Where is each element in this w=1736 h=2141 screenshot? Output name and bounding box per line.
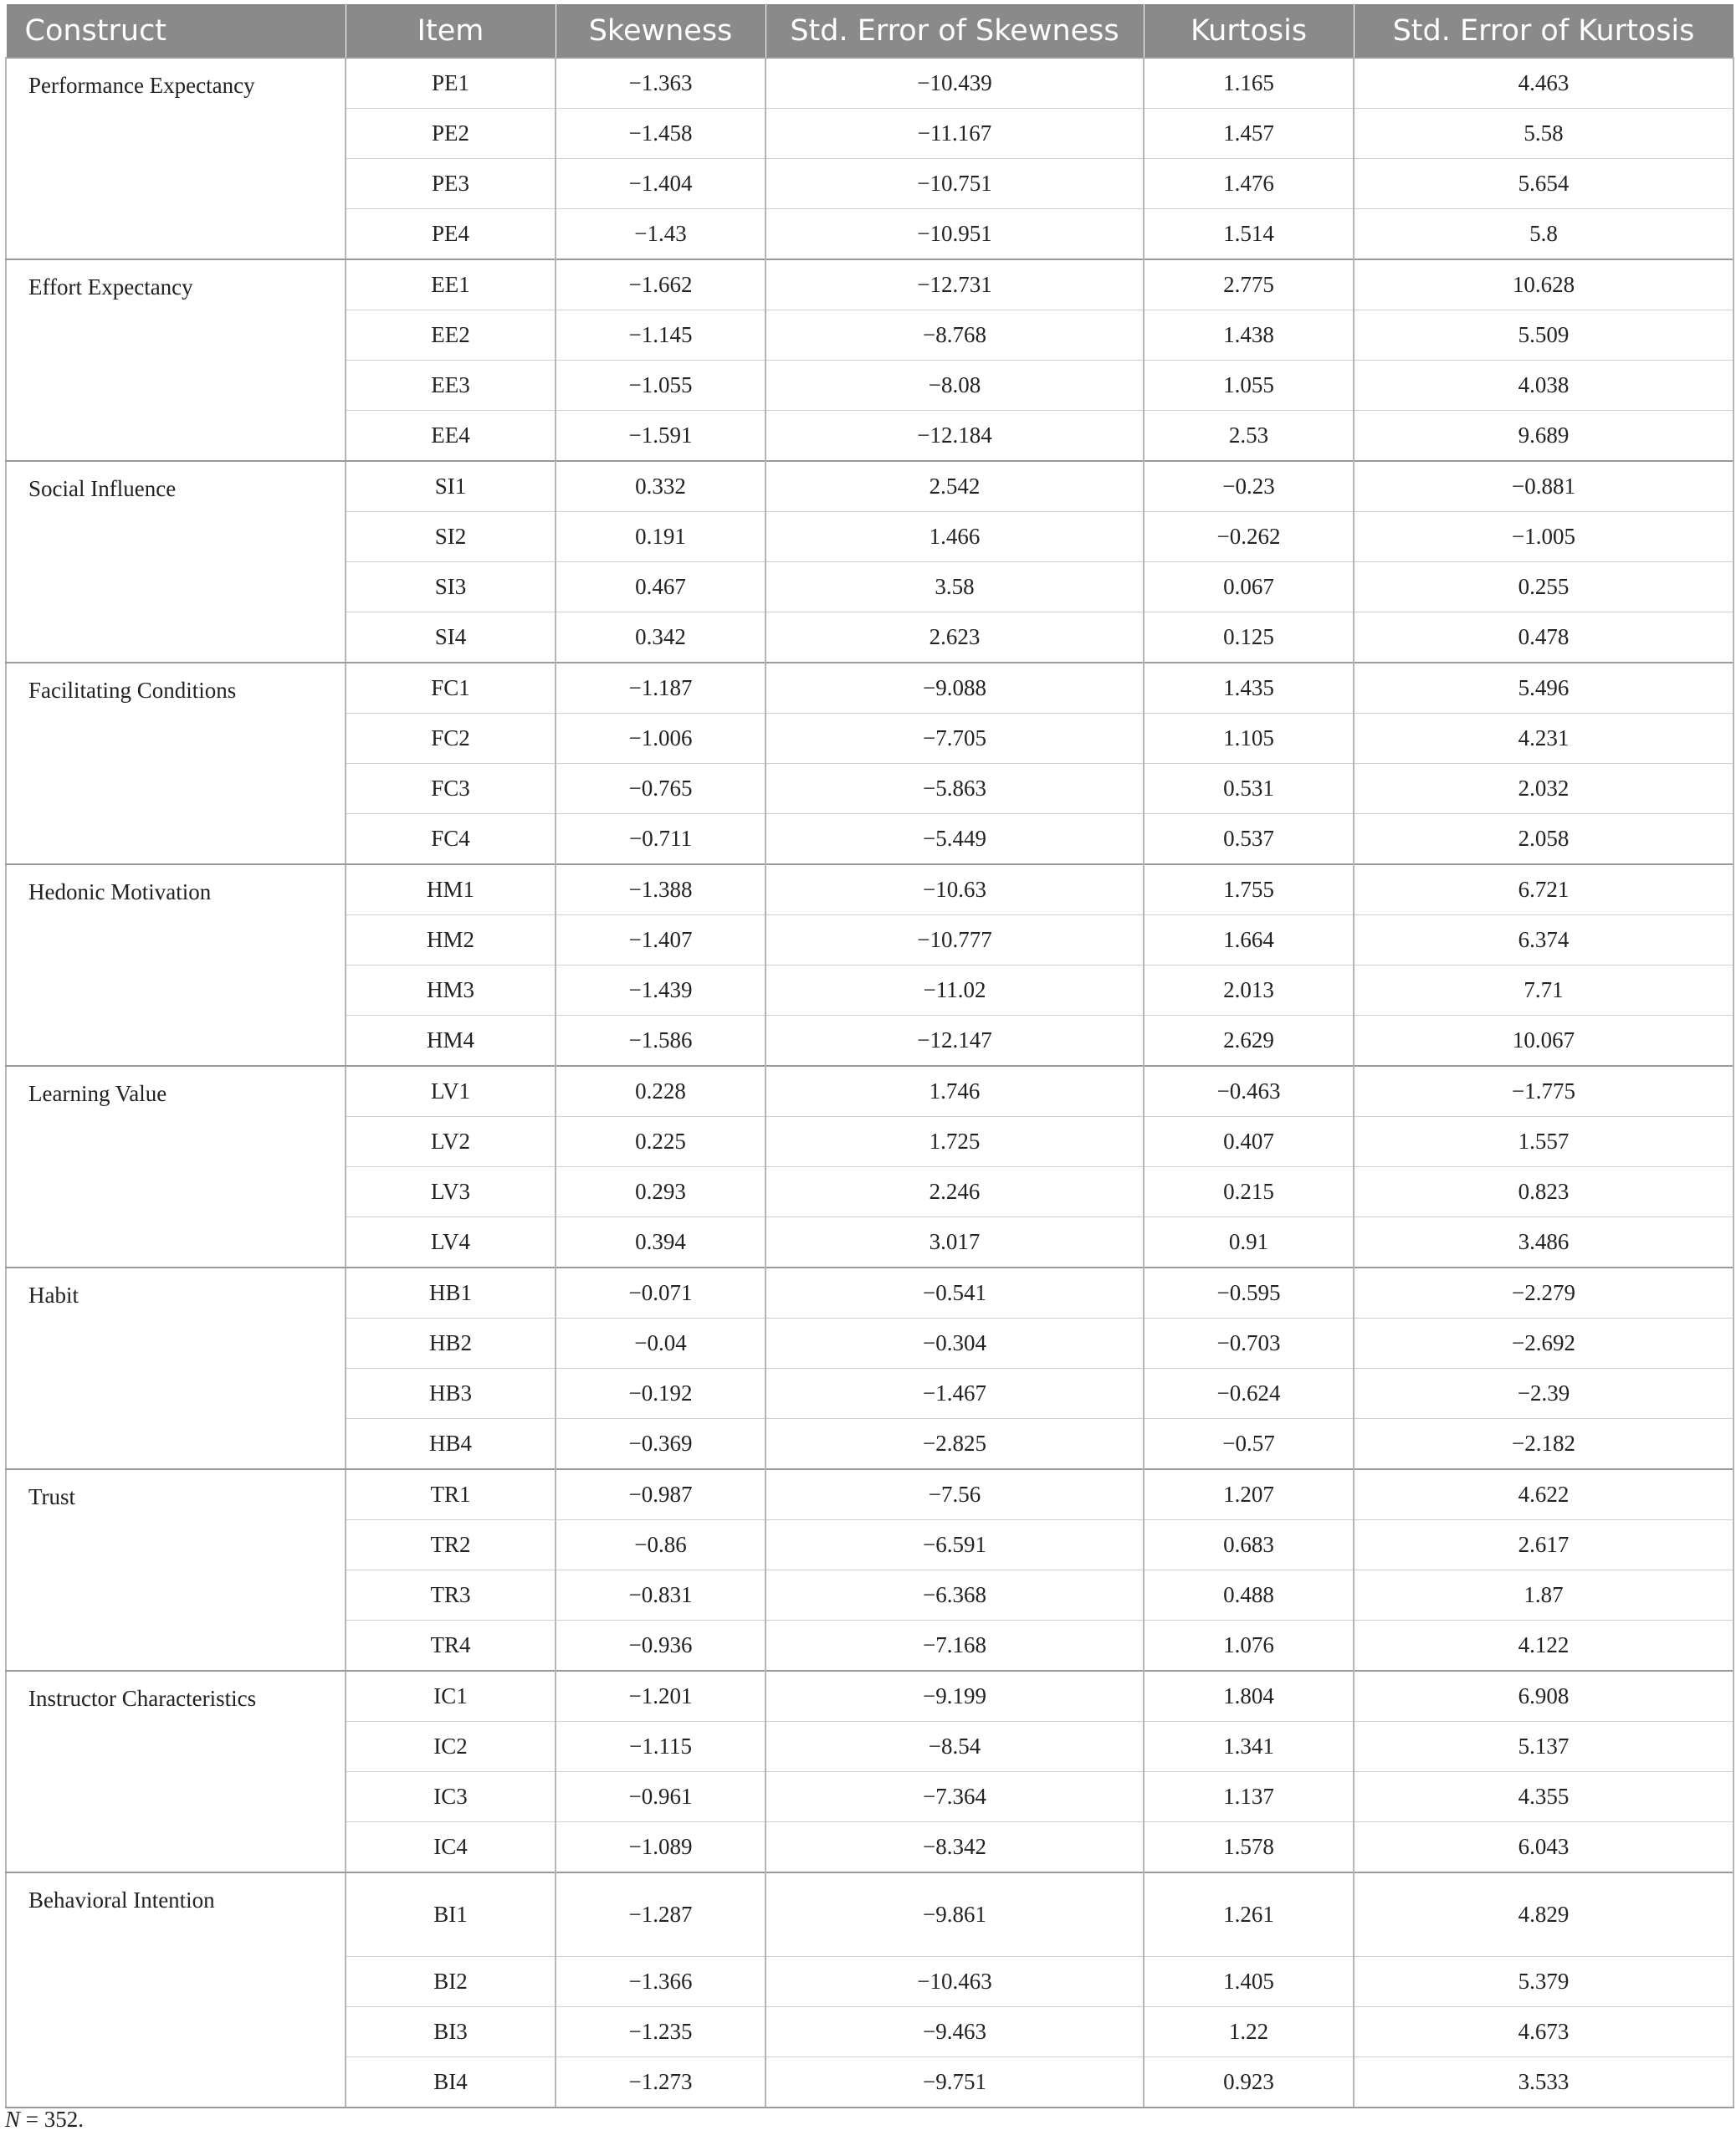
skewness-cell: −1.458 — [556, 109, 766, 159]
se-kurtosis-cell: 5.137 — [1354, 1722, 1733, 1772]
kurtosis-cell: −0.595 — [1144, 1268, 1354, 1319]
se-skewness-cell: −8.54 — [766, 1722, 1144, 1772]
se-kurtosis-cell: 5.379 — [1354, 1957, 1733, 2007]
skewness-cell: −1.145 — [556, 310, 766, 361]
header-construct: Construct — [6, 4, 346, 59]
se-kurtosis-cell: 6.908 — [1354, 1671, 1733, 1722]
item-cell: IC1 — [346, 1671, 556, 1722]
table-row — [6, 1066, 1733, 1117]
se-skewness-cell: −7.364 — [766, 1772, 1144, 1822]
item-cell: FC2 — [346, 714, 556, 764]
table-row — [6, 1671, 1733, 1722]
skewness-cell: −1.089 — [556, 1822, 766, 1873]
kurtosis-cell: 1.341 — [1144, 1722, 1354, 1772]
table-header — [6, 4, 1733, 59]
se-skewness-cell: −9.199 — [766, 1671, 1144, 1722]
construct-cell: Social Influence — [6, 461, 346, 663]
kurtosis-cell: 1.076 — [1144, 1621, 1354, 1672]
item-cell: IC4 — [346, 1822, 556, 1873]
item-cell: TR3 — [346, 1570, 556, 1621]
item-cell: BI3 — [346, 2007, 556, 2057]
skewness-cell: −0.765 — [556, 764, 766, 814]
skewness-cell: −0.936 — [556, 1621, 766, 1672]
skewness-cell: −1.235 — [556, 2007, 766, 2057]
se-kurtosis-cell: 5.8 — [1354, 209, 1733, 260]
skewness-cell: 0.342 — [556, 612, 766, 663]
construct-cell: Performance Expectancy — [6, 58, 346, 259]
kurtosis-cell: 1.435 — [1144, 663, 1354, 714]
se-kurtosis-cell: 3.533 — [1354, 2057, 1733, 2108]
kurtosis-cell: −0.703 — [1144, 1319, 1354, 1369]
se-kurtosis-cell: 5.496 — [1354, 663, 1733, 714]
se-kurtosis-cell: −1.005 — [1354, 512, 1733, 562]
item-cell: HM2 — [346, 915, 556, 965]
se-kurtosis-cell: −2.182 — [1354, 1419, 1733, 1470]
skewness-cell: −1.366 — [556, 1957, 766, 2007]
construct-cell: Facilitating Conditions — [6, 663, 346, 864]
kurtosis-cell: −0.57 — [1144, 1419, 1354, 1470]
se-kurtosis-cell: 4.231 — [1354, 714, 1733, 764]
se-kurtosis-cell: 4.122 — [1354, 1621, 1733, 1672]
se-skewness-cell: −12.731 — [766, 259, 1144, 310]
skewness-cell: −1.586 — [556, 1016, 766, 1067]
se-skewness-cell: −10.63 — [766, 864, 1144, 915]
header-row — [6, 4, 1733, 59]
item-cell: IC3 — [346, 1772, 556, 1822]
se-skewness-cell: −9.088 — [766, 663, 1144, 714]
se-kurtosis-cell: 6.043 — [1354, 1822, 1733, 1873]
skewness-cell: 0.225 — [556, 1117, 766, 1167]
kurtosis-cell: 0.531 — [1144, 764, 1354, 814]
table-row — [6, 1268, 1733, 1319]
skewness-cell: −0.071 — [556, 1268, 766, 1319]
item-cell: HM4 — [346, 1016, 556, 1067]
item-cell: PE2 — [346, 109, 556, 159]
se-kurtosis-cell: 0.255 — [1354, 562, 1733, 612]
kurtosis-cell: 1.405 — [1144, 1957, 1354, 2007]
item-cell: HB4 — [346, 1419, 556, 1470]
skewness-cell: 0.228 — [556, 1066, 766, 1117]
kurtosis-cell: 2.53 — [1144, 411, 1354, 462]
item-cell: PE3 — [346, 159, 556, 209]
table-row — [6, 1469, 1733, 1520]
se-skewness-cell: −9.861 — [766, 1872, 1144, 1957]
skewness-cell: −1.388 — [556, 864, 766, 915]
se-kurtosis-cell: 5.509 — [1354, 310, 1733, 361]
se-kurtosis-cell: 4.622 — [1354, 1469, 1733, 1520]
skewness-cell: −1.43 — [556, 209, 766, 260]
footnote-n-value: = 352. — [20, 2107, 84, 2132]
table-footnote — [5, 2107, 84, 2133]
se-skewness-cell: 3.58 — [766, 562, 1144, 612]
se-skewness-cell: −8.342 — [766, 1822, 1144, 1873]
se-kurtosis-cell: 1.557 — [1354, 1117, 1733, 1167]
item-cell: HB2 — [346, 1319, 556, 1369]
item-cell: TR2 — [346, 1520, 556, 1570]
se-kurtosis-cell: 4.355 — [1354, 1772, 1733, 1822]
table-body — [6, 58, 1733, 2108]
table-row — [6, 864, 1733, 915]
item-cell: EE3 — [346, 361, 556, 411]
footnote-n-label: N — [5, 2107, 21, 2132]
kurtosis-cell: 1.165 — [1144, 58, 1354, 109]
se-kurtosis-cell: 10.628 — [1354, 259, 1733, 310]
skewness-cell: −1.006 — [556, 714, 766, 764]
skewness-cell: −0.369 — [556, 1419, 766, 1470]
item-cell: PE1 — [346, 58, 556, 109]
kurtosis-cell: 1.261 — [1144, 1872, 1354, 1957]
item-cell: BI4 — [346, 2057, 556, 2108]
item-cell: EE1 — [346, 259, 556, 310]
construct-cell: Instructor Characteristics — [6, 1671, 346, 1872]
skewness-cell: −0.711 — [556, 814, 766, 865]
se-skewness-cell: −10.751 — [766, 159, 1144, 209]
kurtosis-cell: 0.923 — [1144, 2057, 1354, 2108]
skewness-cell: −1.363 — [556, 58, 766, 109]
se-skewness-cell: −11.167 — [766, 109, 1144, 159]
kurtosis-cell: 1.514 — [1144, 209, 1354, 260]
se-skewness-cell: −10.439 — [766, 58, 1144, 109]
se-kurtosis-cell: 4.463 — [1354, 58, 1733, 109]
item-cell: EE4 — [346, 411, 556, 462]
se-kurtosis-cell: 10.067 — [1354, 1016, 1733, 1067]
item-cell: HB1 — [346, 1268, 556, 1319]
item-cell: HM1 — [346, 864, 556, 915]
se-kurtosis-cell: −2.279 — [1354, 1268, 1733, 1319]
item-cell: TR1 — [346, 1469, 556, 1520]
kurtosis-cell: 0.067 — [1144, 562, 1354, 612]
skewness-cell: −1.439 — [556, 965, 766, 1016]
table-row — [6, 58, 1733, 109]
construct-cell: Behavioral Intention — [6, 1872, 346, 2108]
item-cell: SI2 — [346, 512, 556, 562]
se-kurtosis-cell: 1.87 — [1354, 1570, 1733, 1621]
se-kurtosis-cell: 4.829 — [1354, 1872, 1733, 1957]
se-kurtosis-cell: 7.71 — [1354, 965, 1733, 1016]
se-kurtosis-cell: −0.881 — [1354, 461, 1733, 512]
construct-cell: Trust — [6, 1469, 346, 1671]
se-skewness-cell: −0.541 — [766, 1268, 1144, 1319]
skewness-cell: −0.86 — [556, 1520, 766, 1570]
se-kurtosis-cell: −2.692 — [1354, 1319, 1733, 1369]
kurtosis-cell: 0.125 — [1144, 612, 1354, 663]
kurtosis-cell: 2.013 — [1144, 965, 1354, 1016]
construct-cell: Effort Expectancy — [6, 259, 346, 461]
skewness-cell: −1.055 — [556, 361, 766, 411]
skewness-cell: −1.115 — [556, 1722, 766, 1772]
skewness-cell: −0.987 — [556, 1469, 766, 1520]
se-skewness-cell: −12.147 — [766, 1016, 1144, 1067]
skewness-cell: 0.332 — [556, 461, 766, 512]
se-skewness-cell: 3.017 — [766, 1217, 1144, 1268]
kurtosis-cell: 1.105 — [1144, 714, 1354, 764]
table-row — [6, 1872, 1733, 1957]
se-kurtosis-cell: 4.673 — [1354, 2007, 1733, 2057]
table-row — [6, 259, 1733, 310]
kurtosis-cell: −0.23 — [1144, 461, 1354, 512]
skewness-cell: −1.591 — [556, 411, 766, 462]
kurtosis-cell: −0.624 — [1144, 1369, 1354, 1419]
kurtosis-cell: −0.262 — [1144, 512, 1354, 562]
item-cell: LV1 — [346, 1066, 556, 1117]
item-cell: IC2 — [346, 1722, 556, 1772]
kurtosis-cell: 0.537 — [1144, 814, 1354, 865]
kurtosis-cell: 0.91 — [1144, 1217, 1354, 1268]
item-cell: LV2 — [346, 1117, 556, 1167]
item-cell: PE4 — [346, 209, 556, 260]
se-skewness-cell: 1.746 — [766, 1066, 1144, 1117]
se-kurtosis-cell: 5.58 — [1354, 109, 1733, 159]
se-skewness-cell: 1.466 — [766, 512, 1144, 562]
item-cell: LV4 — [346, 1217, 556, 1268]
kurtosis-cell: 0.488 — [1144, 1570, 1354, 1621]
kurtosis-cell: 1.207 — [1144, 1469, 1354, 1520]
item-cell: HM3 — [346, 965, 556, 1016]
se-kurtosis-cell: 0.823 — [1354, 1167, 1733, 1217]
se-kurtosis-cell: 6.721 — [1354, 864, 1733, 915]
item-cell: BI2 — [346, 1957, 556, 2007]
se-kurtosis-cell: 5.654 — [1354, 159, 1733, 209]
se-skewness-cell: −8.768 — [766, 310, 1144, 361]
skewness-cell: 0.191 — [556, 512, 766, 562]
se-skewness-cell: 2.542 — [766, 461, 1144, 512]
header-item: Item — [346, 4, 556, 59]
kurtosis-cell: 1.476 — [1144, 159, 1354, 209]
se-skewness-cell: −5.863 — [766, 764, 1144, 814]
header-se-kurtosis: Std. Error of Kurtosis — [1354, 4, 1733, 59]
se-skewness-cell: 1.725 — [766, 1117, 1144, 1167]
item-cell: SI3 — [346, 562, 556, 612]
skewness-cell: 0.467 — [556, 562, 766, 612]
kurtosis-cell: 2.629 — [1144, 1016, 1354, 1067]
kurtosis-cell: 1.457 — [1144, 109, 1354, 159]
se-skewness-cell: −10.463 — [766, 1957, 1144, 2007]
kurtosis-cell: 1.438 — [1144, 310, 1354, 361]
construct-cell: Habit — [6, 1268, 346, 1469]
se-skewness-cell: −7.56 — [766, 1469, 1144, 1520]
se-skewness-cell: −6.591 — [766, 1520, 1144, 1570]
skewness-cell: −0.961 — [556, 1772, 766, 1822]
skewness-cell: −1.407 — [556, 915, 766, 965]
item-cell: FC1 — [346, 663, 556, 714]
item-cell: SI1 — [346, 461, 556, 512]
skewness-cell: −1.273 — [556, 2057, 766, 2108]
se-kurtosis-cell: 2.617 — [1354, 1520, 1733, 1570]
skewness-cell: 0.394 — [556, 1217, 766, 1268]
se-skewness-cell: −10.777 — [766, 915, 1144, 965]
se-kurtosis-cell: 6.374 — [1354, 915, 1733, 965]
se-skewness-cell: −2.825 — [766, 1419, 1144, 1470]
se-skewness-cell: −11.02 — [766, 965, 1144, 1016]
skewness-cell: −1.404 — [556, 159, 766, 209]
skewness-cell: −1.201 — [556, 1671, 766, 1722]
se-skewness-cell: −8.08 — [766, 361, 1144, 411]
se-skewness-cell: −5.449 — [766, 814, 1144, 865]
se-skewness-cell: 2.246 — [766, 1167, 1144, 1217]
se-kurtosis-cell: 0.478 — [1354, 612, 1733, 663]
skewness-cell: −1.662 — [556, 259, 766, 310]
item-cell: BI1 — [346, 1872, 556, 1957]
skewness-cell: −0.04 — [556, 1319, 766, 1369]
item-cell: EE2 — [346, 310, 556, 361]
se-skewness-cell: −9.463 — [766, 2007, 1144, 2057]
construct-cell: Hedonic Motivation — [6, 864, 346, 1066]
item-cell: FC4 — [346, 814, 556, 865]
skewness-cell: −1.187 — [556, 663, 766, 714]
se-kurtosis-cell: 3.486 — [1354, 1217, 1733, 1268]
skewness-cell: 0.293 — [556, 1167, 766, 1217]
se-skewness-cell: −7.705 — [766, 714, 1144, 764]
se-skewness-cell: −9.751 — [766, 2057, 1144, 2108]
construct-cell: Learning Value — [6, 1066, 346, 1268]
item-cell: TR4 — [346, 1621, 556, 1672]
item-cell: FC3 — [346, 764, 556, 814]
se-kurtosis-cell: −2.39 — [1354, 1369, 1733, 1419]
kurtosis-cell: 1.755 — [1144, 864, 1354, 915]
se-skewness-cell: 2.623 — [766, 612, 1144, 663]
header-skewness: Skewness — [556, 4, 766, 59]
skewness-cell: −1.287 — [556, 1872, 766, 1957]
statistics-table — [5, 3, 1734, 2108]
item-cell: HB3 — [346, 1369, 556, 1419]
item-cell: SI4 — [346, 612, 556, 663]
kurtosis-cell: 1.664 — [1144, 915, 1354, 965]
se-kurtosis-cell: 2.058 — [1354, 814, 1733, 865]
table-row — [6, 461, 1733, 512]
se-kurtosis-cell: 4.038 — [1354, 361, 1733, 411]
se-skewness-cell: −1.467 — [766, 1369, 1144, 1419]
se-kurtosis-cell: −1.775 — [1354, 1066, 1733, 1117]
se-skewness-cell: −6.368 — [766, 1570, 1144, 1621]
kurtosis-cell: 1.22 — [1144, 2007, 1354, 2057]
item-cell: LV3 — [346, 1167, 556, 1217]
skewness-cell: −0.192 — [556, 1369, 766, 1419]
kurtosis-cell: 1.804 — [1144, 1671, 1354, 1722]
kurtosis-cell: 0.683 — [1144, 1520, 1354, 1570]
se-skewness-cell: −0.304 — [766, 1319, 1144, 1369]
se-skewness-cell: −7.168 — [766, 1621, 1144, 1672]
kurtosis-cell: 1.578 — [1144, 1822, 1354, 1873]
se-skewness-cell: −10.951 — [766, 209, 1144, 260]
header-se-skewness: Std. Error of Skewness — [766, 4, 1144, 59]
skewness-cell: −0.831 — [556, 1570, 766, 1621]
se-skewness-cell: −12.184 — [766, 411, 1144, 462]
kurtosis-cell: 0.215 — [1144, 1167, 1354, 1217]
kurtosis-cell: 1.055 — [1144, 361, 1354, 411]
se-kurtosis-cell: 2.032 — [1354, 764, 1733, 814]
kurtosis-cell: 0.407 — [1144, 1117, 1354, 1167]
kurtosis-cell: −0.463 — [1144, 1066, 1354, 1117]
kurtosis-cell: 1.137 — [1144, 1772, 1354, 1822]
kurtosis-cell: 2.775 — [1144, 259, 1354, 310]
table-row — [6, 663, 1733, 714]
header-kurtosis: Kurtosis — [1144, 4, 1354, 59]
se-kurtosis-cell: 9.689 — [1354, 411, 1733, 462]
